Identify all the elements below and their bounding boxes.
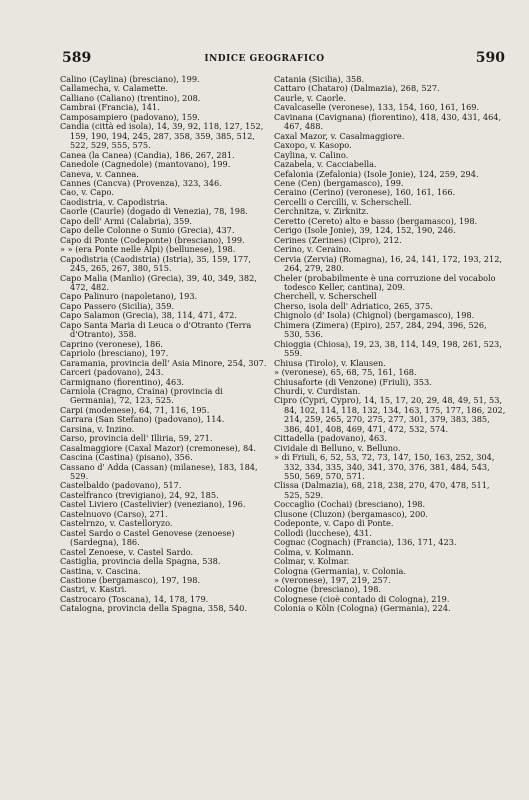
page-header xyxy=(0,50,529,70)
index-entry: » (veronese), 65, 68, 75, 161, 168. xyxy=(274,367,417,378)
index-column-right xyxy=(274,75,506,614)
index-entry: Capodistria (Caodistria) (Istria), 35, 159, 177, 245, 265, 267, 380, 515. xyxy=(60,253,251,274)
index-entry: Cannes (Cancva) (Provenza), 323, 346. xyxy=(60,177,222,188)
index-entry: Cittadella (padovano), 463. xyxy=(274,433,387,444)
index-entry: » » (era Ponte nelle Alpi) (bellunese), 198. xyxy=(60,244,236,255)
index-entry: Callamecha, v. Calamette. xyxy=(60,83,168,94)
index-entry: Chimera (Zimera) (Epiro), 257, 284, 294, 396, 526, 530, 536. xyxy=(274,319,487,340)
index-entry: Cherchell, v. Scherschell xyxy=(274,291,377,302)
index-entry: Cene (Cen) (bergamasco), 199. xyxy=(274,177,404,188)
index-entry: Cerines (Zerines) (Cipro), 212. xyxy=(274,234,402,245)
index-entry: Carceri (padovano), 243. xyxy=(60,367,164,378)
index-entry: Cattaro (Chataro) (Dalmazia), 268, 527. xyxy=(274,83,440,94)
index-entry: Cassano d' Adda (Cassan) (milanese), 183, 184, 529. xyxy=(60,461,258,482)
index-entry: Cividale di Belluno, v. Belluno. xyxy=(274,442,401,453)
index-entry: Casalmaggiore (Caxal Mazor) (cremonese), 84. xyxy=(60,442,256,453)
index-entry: Coccaglio (Cochai) (bresciano), 198. xyxy=(274,499,426,510)
index-entry: Camposampiero (padovano), 159. xyxy=(60,111,200,122)
index-entry: Cercelli o Cercilli, v. Scherschell. xyxy=(274,196,412,207)
index-entry: Cologna (Germania), v. Colonia. xyxy=(274,565,407,576)
index-entry: Cao, v. Capo. xyxy=(60,187,114,198)
index-entry: Castelrnzo, v. Castelloryzo. xyxy=(60,518,173,529)
index-entry: Cavinana (Cavignana) (fiorentino), 418, 430, 431, 464, 467, 488. xyxy=(274,111,502,132)
index-entry: Carniola (Cragno, Craina) (provincia di Germania), 72, 123, 525. xyxy=(60,385,223,406)
page-number-right: 590 xyxy=(475,50,505,66)
index-entry: Carpi (modenese), 64, 71, 116, 195. xyxy=(60,404,210,415)
index-entry: Cerino, v. Ceraino. xyxy=(274,244,352,255)
index-entry: Chiusaforte (di Venzone) (Friuli), 353. xyxy=(274,376,432,387)
index-entry: Chioggia (Chiosa), 19, 23, 38, 114, 149, 198, 261, 523, 559. xyxy=(274,338,502,359)
index-entry: Cologne (bresciano), 198. xyxy=(274,584,382,595)
index-entry: Castione (bergamasco), 197, 198. xyxy=(60,575,201,586)
index-entry: Castelfranco (trevigiano), 24, 92, 185. xyxy=(60,489,219,500)
index-entry: Cerchnitza, v. Zirknitz. xyxy=(274,206,369,217)
index-entry: Caneva, v. Cannea. xyxy=(60,168,139,179)
index-entry: Codeponte, v. Capo di Ponte. xyxy=(274,518,394,529)
index-entry: Caxal Mazor, v. Casalmaggiore. xyxy=(274,130,405,141)
index-entry: Capriolo (bresciano), 197. xyxy=(60,348,169,359)
index-entry: Capo Salamon (Grecia), 38, 114, 471, 472. xyxy=(60,310,237,321)
index-entry: Caorle (Caurle) (dogado di Venezia), 78, 198. xyxy=(60,206,248,217)
index-entry: Castelbaldo (padovano), 517. xyxy=(60,480,182,491)
page-number-left: 589 xyxy=(62,50,92,66)
index-entry: Capo Santa Maria di Leuca o d'Otranto (Terra d'Otranto), 358. xyxy=(60,319,252,340)
index-entry: Castelnuovo (Carso), 271. xyxy=(60,508,168,519)
index-entry: Caxopo, v. Kasopo. xyxy=(274,140,352,151)
index-entry: Cazabela, v. Cacciabella. xyxy=(274,159,377,170)
index-entry: » di Friuli, 6, 52, 53, 72, 73, 147, 150, 163, 252, 304, 332, 334, 335, 340, 341, 370, 376, 381, 484, 543, 550, 569, 570, 571. xyxy=(274,452,495,482)
index-entry: Cavalcaselle (veronese), 133, 154, 160, 161, 169. xyxy=(274,102,480,113)
index-entry: Cambrai (Francia), 141. xyxy=(60,102,160,113)
index-entry: Colma, v. Kolmann. xyxy=(274,546,354,557)
index-entry: Capo dell' Armi (Calabria), 359. xyxy=(60,215,193,226)
index-entry: Carsina, v. Inzino. xyxy=(60,423,135,434)
index-entry: Colmar, v. Kolmar. xyxy=(274,556,350,567)
index-entry: Cefalonia (Zefalonia) (Isole Jonie), 124, 259, 294. xyxy=(274,168,479,179)
index-entry: Canedole (Cagnedole) (mantovano), 199. xyxy=(60,159,231,170)
index-entry: Collodi (lucchese), 431. xyxy=(274,527,372,538)
running-title: INDICE GEOGRAFICO xyxy=(204,54,325,64)
index-entry: Canea (la Canea) (Candia), 186, 267, 281. xyxy=(60,149,235,160)
index-entry: Castina, v. Cascina. xyxy=(60,565,141,576)
index-entry: Ceraino (Cerino) (veronese), 160, 161, 166. xyxy=(274,187,456,198)
index-entry: Cerigo (Isole Jonie), 39, 124, 152, 190, 246. xyxy=(274,225,456,236)
index-entry: Candia (città ed isola), 14, 39, 92, 118, 127, 152, 159, 190, 194, 245, 287, 358, 359, 385, 512, 522, 529, 555, 575. xyxy=(60,121,264,151)
index-entry: Clusone (Cluzon) (bergamasco), 200. xyxy=(274,508,428,519)
index-entry: Colognese (cioè contado di Cologna), 219. xyxy=(274,593,450,604)
index-entry: Cheler (probabilmente è una corruzione del vocabolo todesco Keller, cantina), 209. xyxy=(274,272,496,292)
index-entry: Cherso, isola dell' Adriatico, 265, 375. xyxy=(274,300,433,311)
index-entry: Carmignano (fiorentino), 463. xyxy=(60,376,184,387)
index-entry: Caylina, v. Calino. xyxy=(274,149,349,160)
index-entry: Clissa (Dalmazia), 68, 218, 238, 270, 470, 478, 511, 525, 529. xyxy=(274,480,490,500)
index-entry: Capo Passero (Sicilia), 359. xyxy=(60,300,175,311)
index-entry: Capo Palinuro (napoletano), 193. xyxy=(60,291,198,302)
index-column-left xyxy=(60,75,268,614)
index-entry: Calino (Caylina) (bresciano), 199. xyxy=(60,74,200,84)
index-entry: Catania (Sicilia), 358. xyxy=(274,74,365,84)
index-entry: Churdi, v. Curdistan. xyxy=(274,385,361,396)
index-entry: Cognac (Cognach) (Francia), 136, 171, 423. xyxy=(274,537,457,548)
index-entry: Chignolo (d' Isola) (Chignol) (bergamasco), 198. xyxy=(274,310,475,321)
index-entry: Castiglia, provincia della Spagna, 538. xyxy=(60,556,221,567)
index-entry: Ceretto (Cereto) alto e basso (bergamasco), 198. xyxy=(274,215,478,226)
index-entry: Chiusa (Tirolo), v. Klausen. xyxy=(274,357,386,368)
index-entry: » (veronese), 197, 219, 257. xyxy=(274,575,391,586)
index-entry: Cervia (Zervia) (Romagna), 16, 24, 141, 172, 193, 212, 264, 279, 280. xyxy=(274,253,503,274)
index-entry: Capo Malia (Manlio) (Grecia), 39, 40, 349, 382, 472, 482. xyxy=(60,272,257,292)
index-entry: Cascina (Castina) (pisano), 356. xyxy=(60,452,193,463)
index-entry: Castel Sardo o Castel Genovese (zenoese) (Sardegna), 186. xyxy=(60,527,235,548)
index-entry: Castel Liviero (Castelivier) (veneziano), 196. xyxy=(60,499,246,510)
index-entry: Castel Zenoese, v. Castel Sardo. xyxy=(60,546,194,557)
index-entry: Colonia o Köln (Cologna) (Germania), 224. xyxy=(274,603,451,614)
index-entry: Carso, provincia dell' Illiria, 59, 271. xyxy=(60,433,213,444)
index-entry: Capo di Ponte (Codeponte) (bresciano), 199. xyxy=(60,234,245,245)
index-entry: Caodistria, v. Capodistria. xyxy=(60,196,168,207)
index-entry: Cipro (Cypri, Cypro), 14, 15, 17, 20, 29, 48, 49, 51, 53, 84, 102, 114, 118, 132, 134, 163, 175, 177, 186, 202, 214, 259, 265, 270, 275, 277, 301, 379, 383, 385, 386, 401, 408, 469, 471, 472, 532, 574. xyxy=(274,395,506,434)
index-entry: Carrara (San Stefano) (padovano), 114. xyxy=(60,414,225,425)
index-entry: Castri, v. Kastri. xyxy=(60,584,127,595)
index-entry: Calliano (Caliano) (trentino), 208. xyxy=(60,92,201,103)
index-entry: Catalogna, provincia della Spagna, 358, 540. xyxy=(60,603,247,614)
index-entry: Capo delle Colonne o Sunio (Grecia), 437. xyxy=(60,225,235,236)
index-entry: Caramania, provincia dell' Asia Minore, 254, 307. xyxy=(60,357,267,368)
index-entry: Caprino (veronese), 186. xyxy=(60,338,164,349)
index-entry: Castrocaro (Toscana), 14, 178, 179. xyxy=(60,593,209,604)
index-entry: Caurle, v. Caorle. xyxy=(274,92,346,103)
